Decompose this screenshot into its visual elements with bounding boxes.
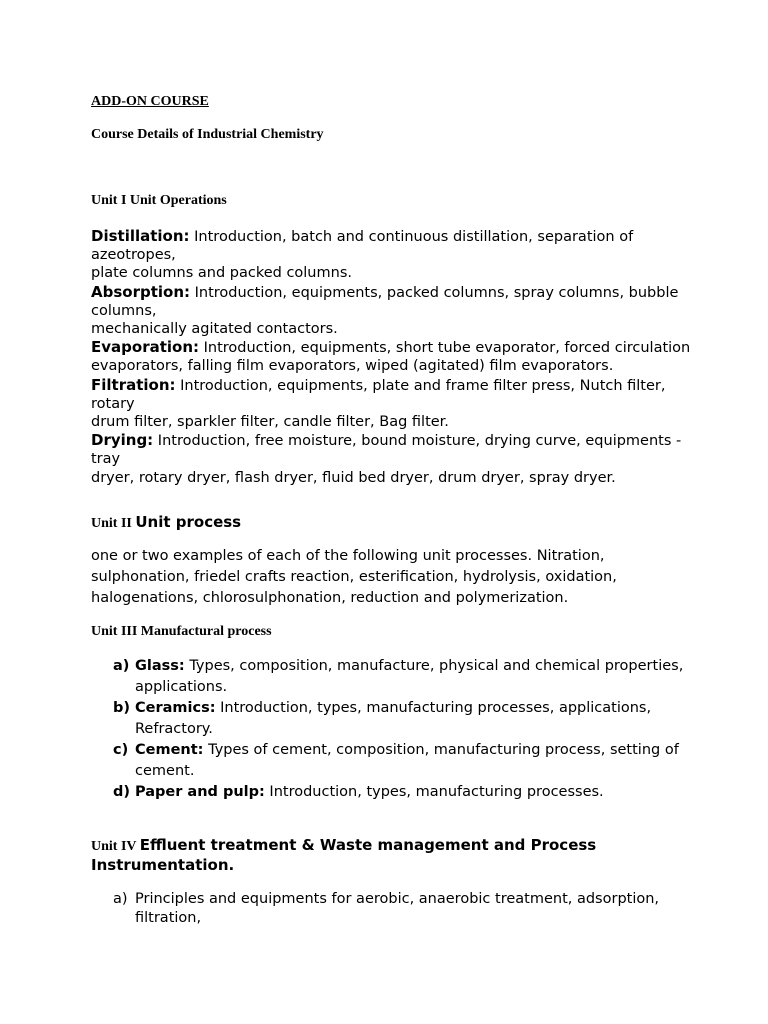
- unit-4-heading: [91, 836, 671, 876]
- item-text: plate columns and packed columns.: [91, 265, 352, 282]
- unit-title: Unit process: [135, 513, 242, 531]
- item-term: Paper and pulp:: [135, 784, 265, 800]
- unit-2-heading: [91, 513, 241, 532]
- item-text: Introduction, batch and continuous distillation, separation of azeotropes,: [91, 229, 634, 264]
- unit-1-item-distillation: [91, 227, 691, 283]
- unit-title: Effluent treatment & Waste management and Process Instrumentation.: [91, 836, 597, 874]
- item-text: Introduction, equipments, plate and frame filter press, Nutch filter, rotary: [91, 377, 666, 412]
- item-term: Glass:: [135, 658, 185, 674]
- list-marker: d): [113, 784, 131, 800]
- list-marker: c): [113, 742, 129, 758]
- item-text: Introduction, free moisture, bound moisture, drying curve, equipments - tray: [91, 433, 682, 468]
- item-term: Ceramics:: [135, 700, 216, 716]
- unit-1-heading: Unit I Unit Operations: [91, 193, 227, 208]
- list-marker: a): [113, 891, 128, 907]
- item-text: drum filter, sparkler filter, candle filter, Bag filter.: [91, 414, 449, 431]
- list-item: [113, 890, 673, 927]
- unit-1-body: [91, 227, 691, 487]
- list-item: [113, 698, 693, 740]
- unit-3-heading: Unit III Manufactural process: [91, 624, 272, 639]
- item-term: Absorption:: [91, 282, 191, 301]
- item-term: Drying:: [91, 431, 154, 450]
- unit-label: Unit II: [91, 516, 132, 531]
- unit-1-item-evaporation: [91, 338, 691, 375]
- item-text: Introduction, equipments, short tube evaporator, forced circulation: [199, 340, 691, 357]
- item-text: Introduction, types, manufacturing processes.: [264, 784, 604, 800]
- item-text: Introduction, types, manufacturing processes, applications, Refractory.: [135, 700, 652, 737]
- unit-3-list: [113, 656, 693, 803]
- unit-label: Unit IV: [91, 839, 137, 854]
- item-text: mechanically agitated contactors.: [91, 321, 338, 338]
- unit-1-item-filtration: [91, 376, 691, 432]
- item-text: Principles and equipments for aerobic, anaerobic treatment, adsorption, filtration,: [135, 891, 660, 926]
- list-marker: a): [113, 658, 130, 674]
- item-text: Types, composition, manufacture, physical and chemical properties, applications.: [135, 658, 684, 695]
- item-text: Types of cement, composition, manufacturing process, setting of cement.: [135, 742, 679, 779]
- unit-4-list: [113, 890, 673, 927]
- item-text: evaporators, falling film evaporators, wiped (agitated) film evaporators.: [91, 358, 614, 375]
- item-text: Introduction, equipments, packed columns, spray columns, bubble columns,: [91, 284, 679, 319]
- list-item: [113, 656, 693, 698]
- item-term: Distillation:: [91, 227, 190, 245]
- unit-1-item-drying: [91, 431, 691, 487]
- document-subheading: Course Details of Industrial Chemistry: [91, 127, 324, 142]
- unit-1-item-absorption: [91, 283, 691, 339]
- item-text: dryer, rotary dryer, flash dryer, fluid bed dryer, drum dryer, spray dryer.: [91, 469, 616, 486]
- item-term: Cement:: [135, 742, 204, 758]
- document-heading: ADD-ON COURSE: [91, 94, 209, 109]
- list-item: [113, 740, 693, 782]
- list-marker: b): [113, 700, 131, 716]
- item-term: Filtration:: [91, 375, 176, 394]
- list-item: [113, 782, 693, 803]
- item-term: Evaporation:: [91, 338, 200, 357]
- unit-2-body: one or two examples of each of the following unit processes. Nitration, sulphonation, friedel crafts reaction, esterification, hydrolysis, oxidation, halogenations, chlorosulphonation, reduction and polymerization.: [91, 548, 617, 606]
